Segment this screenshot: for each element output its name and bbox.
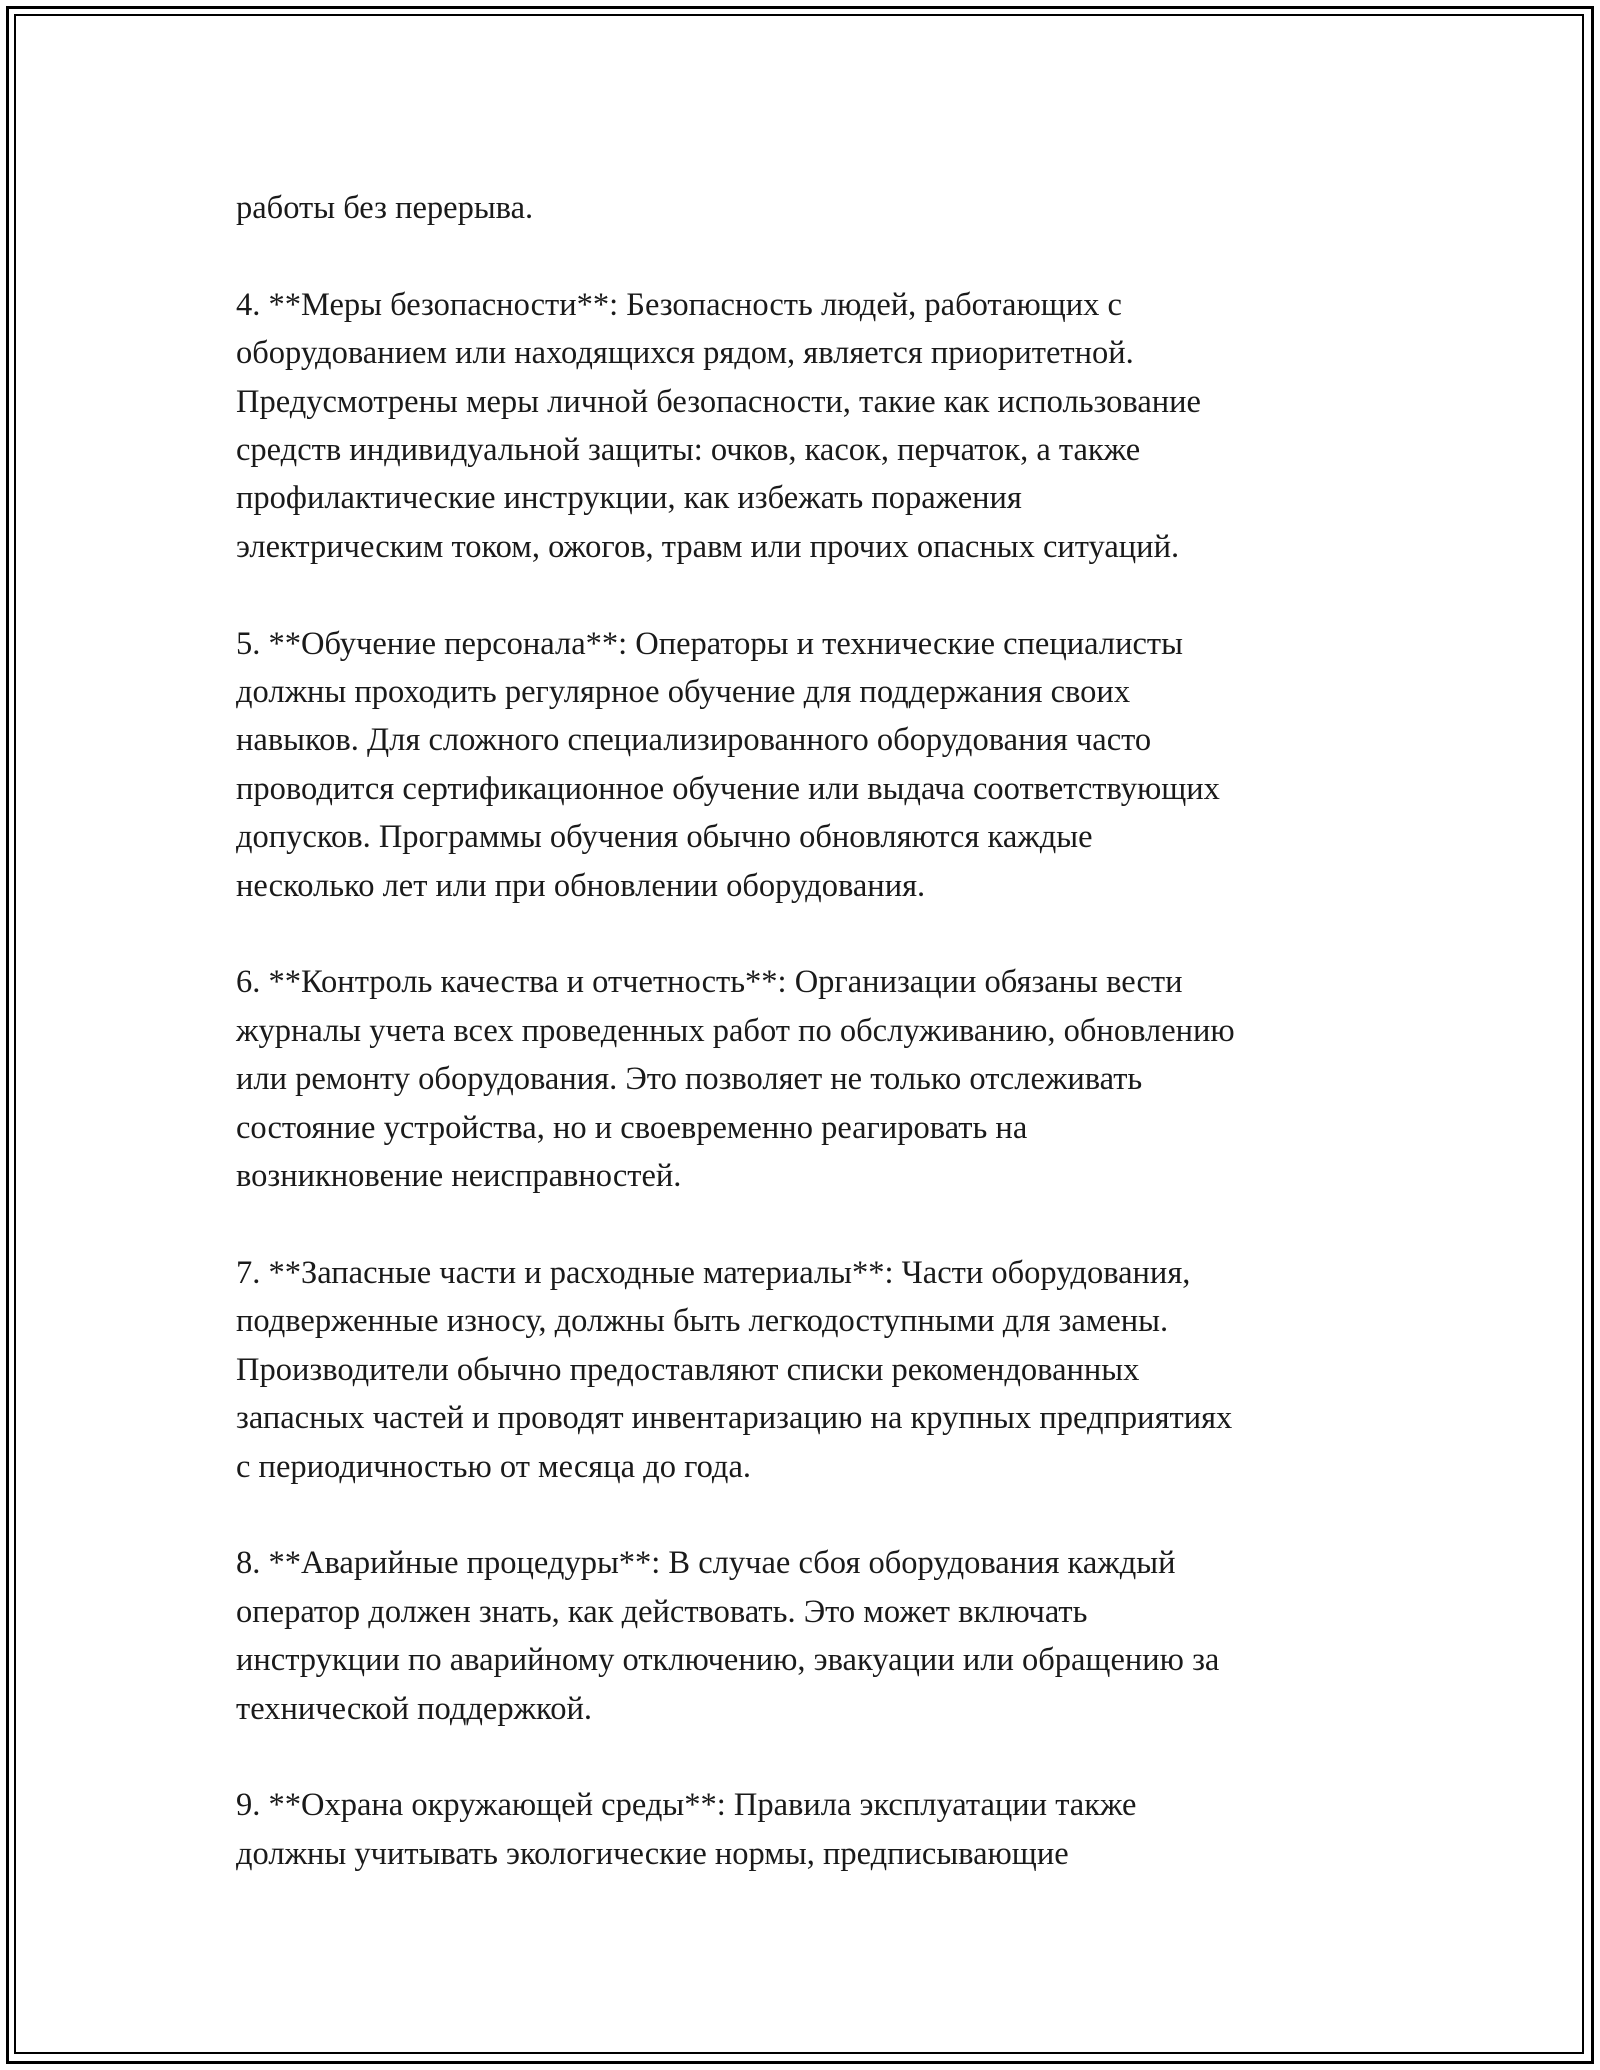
paragraph-staff-training: 5. **Обучение персонала**: Операторы и технические специалисты должны проходить регулярное обучение для поддержания своих навыков. Для сложного специализированного оборудования часто проводится сертификационное обучение или выдача соответствующих допусков. Программы обучения обычно обновляются каждые несколько лет или при обновлении оборудования. bbox=[236, 625, 1220, 904]
paragraph-quality-control: 6. **Контроль качества и отчетность**: Организации обязаны вести журналы учета всех проведенных работ по обслуживанию, обновлению или ремонту оборудования. Это позволяет не только отслеживать состояние устройства, но и своевременно реагировать на возникновение неисправностей. bbox=[236, 964, 1235, 1195]
paragraph-emergency-procedures: 8. **Аварийные процедуры**: В случае сбоя оборудования каждый оператор должен знать, как действовать. Это может включать инструкции по аварийному отключению, эвакуации или обращению за технической поддержкой. bbox=[236, 1545, 1220, 1727]
document-body bbox=[236, 184, 1406, 1878]
paragraph-continuation: работы без перерыва. bbox=[236, 190, 534, 226]
paragraph-environment-protection: 9. **Охрана окружающей среды**: Правила эксплуатации также должны учитывать экологические нормы, предписывающие bbox=[236, 1787, 1137, 1872]
paragraph-spare-parts: 7. **Запасные части и расходные материалы**: Части оборудования, подверженные износу, должны быть легкодоступными для замены. Производители обычно предоставляют списки рекомендованных запасных частей и проводят инвентаризацию на крупных предприятиях с периодичностью от месяца до года. bbox=[236, 1254, 1233, 1485]
paragraph-safety-measures: 4. **Меры безопасности**: Безопасность людей, работающих с оборудованием или находящихся рядом, является приоритетной. Предусмотрены меры личной безопасности, такие как использование средств индивидуальной защиты: очков, касок, перчаток, а также профилактические инструкции, как избежать поражения электрическим током, ожогов, травм или прочих опасных ситуаций. bbox=[236, 286, 1201, 565]
